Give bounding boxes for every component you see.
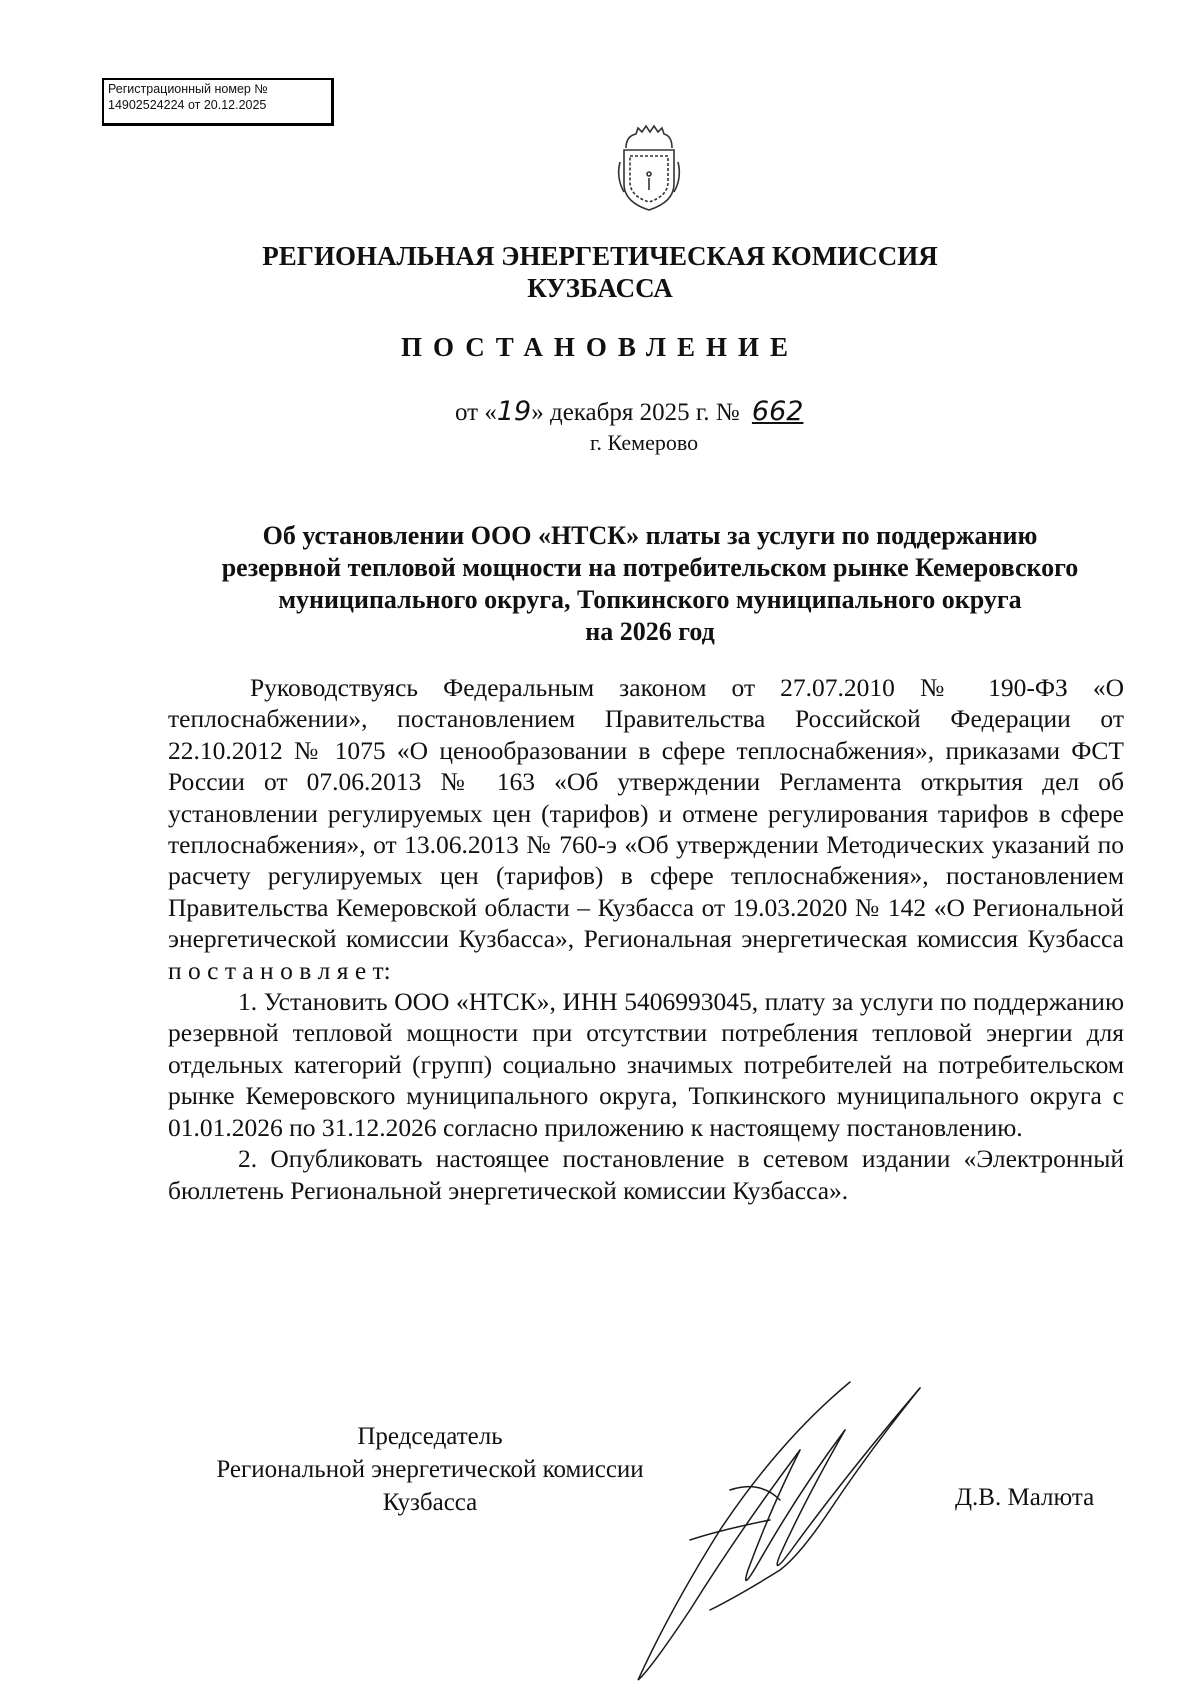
registration-number: 14902524224 от 20.12.2025 xyxy=(108,98,267,112)
preamble-text: Руководствуясь Федеральным законом от 27.07.2010 № 190-ФЗ «О теплоснабжении», постановлением Правительства Российской Федерации от 22.10.2012 № 1075 «О ценообразовании в сфере теплоснабжения», приказами ФСТ России от 07.06.2013 № 163 «Об утверждении Регламента открытия дел об установлении регулируемых цен (тарифов) и отмене регулирования тарифов в сфере теплоснабжения», от 13.06.2013 № 760-э «Об утверждении Методических указаний по расчету регулируемых цен (тарифов) в сфере теплоснабжения», постановлением Правительства Кемеровской области – Кузбасса от 19.03.2020 № 142 «О Региональной энергетической комиссии Кузбасса», Региональная энергетическая комиссия Кузбасса xyxy=(168,673,1124,954)
date-middle: » декабря 2025 г. № xyxy=(531,399,746,426)
signatory-name: Д.В. Малюта xyxy=(955,1484,1095,1511)
signatory-title xyxy=(170,1420,690,1519)
document-body xyxy=(168,672,1124,1206)
subject-line-3: муниципального округа, Топкинского муниципального округа xyxy=(278,585,1022,614)
subject-line-2: резервной тепловой мощности на потребительском рынке Кемеровского xyxy=(221,553,1079,582)
document-type: ПОСТАНОВЛЕНИЕ xyxy=(400,332,800,362)
registration-stamp xyxy=(102,78,334,126)
subject-line-1: Об установлении ООО «НТСК» платы за услуги по поддержанию xyxy=(262,521,1038,550)
handwritten-number: 662 xyxy=(751,396,804,427)
document-subject xyxy=(150,520,1150,648)
organization-name xyxy=(0,240,1200,304)
date-prefix: от « xyxy=(455,399,497,426)
date-line xyxy=(455,396,809,427)
registration-label: Регистрационный номер № xyxy=(108,82,268,96)
handwritten-signature xyxy=(630,1380,970,1685)
decree-item-2: 2. Опубликовать настоящее постановление в сетевом издании «Электронный бюллетень Региональной энергетической комиссии Кузбасса». xyxy=(168,1144,1124,1205)
org-line-1: РЕГИОНАЛЬНАЯ ЭНЕРГЕТИЧЕСКАЯ КОМИССИЯ xyxy=(262,241,938,271)
signatory-title-line-1: Председатель xyxy=(357,1423,503,1450)
subject-line-4: на 2026 год xyxy=(585,617,715,646)
org-line-2: КУЗБАССА xyxy=(527,273,673,303)
preamble-paragraph xyxy=(168,672,1124,986)
signatory-title-line-2: Региональной энергетической комиссии xyxy=(216,1456,644,1483)
signatory-title-line-3: Кузбасса xyxy=(382,1489,478,1516)
decree-item-1: 1. Установить ООО «НТСК», ИНН 5406993045, плату за услуги по поддержанию резервной тепловой мощности при отсутствии потребления тепловой энергии для отдельных категорий (групп) социально значимых потребителей на потребительском рынке Кемеровского муниципального округа, Топкинского муниципального округа с 01.01.2026 по 31.12.2026 согласно приложению к настоящему постановлению. xyxy=(168,987,1124,1142)
handwritten-day: 19 xyxy=(496,396,532,427)
coat-of-arms-icon xyxy=(612,122,684,214)
city: г. Кемерово xyxy=(590,430,699,455)
decree-word: п о с т а н о в л я е т: xyxy=(168,955,391,985)
